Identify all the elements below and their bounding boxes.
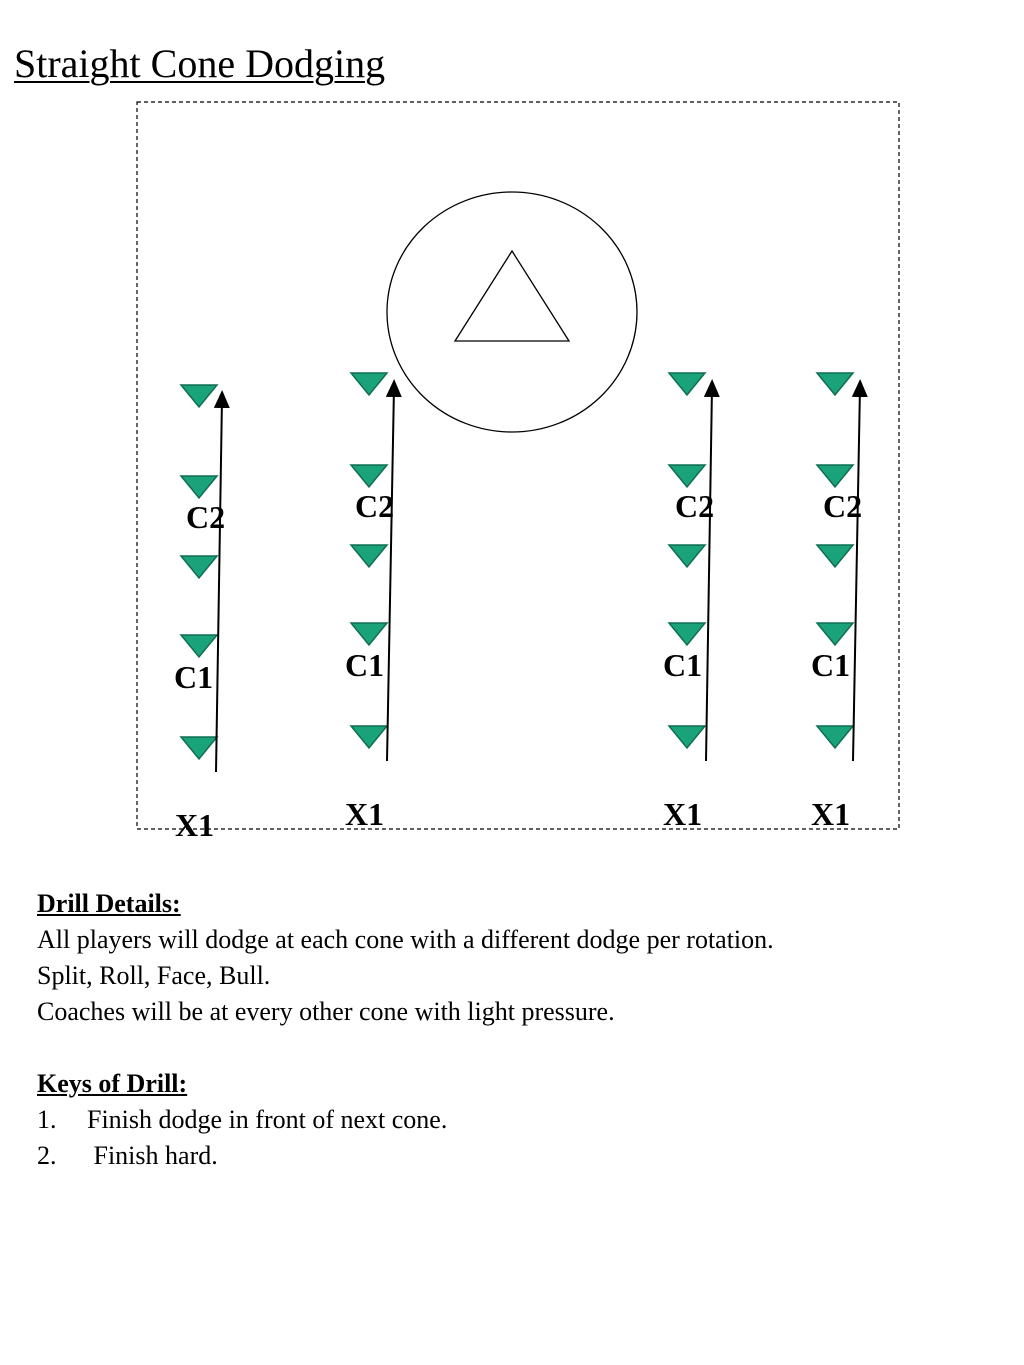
cone-icon	[669, 465, 705, 487]
goal-triangle-icon	[455, 251, 569, 341]
cone-icon	[817, 545, 853, 567]
keys-item-text: Finish hard.	[87, 1141, 218, 1170]
cone-icon	[817, 623, 853, 645]
coach-2-label: C2	[355, 488, 395, 524]
keys-item	[37, 1102, 997, 1138]
cone-icon	[817, 726, 853, 748]
dodge-path-arrow	[216, 398, 222, 772]
drill-details	[37, 886, 997, 1174]
cone-icon	[181, 737, 217, 759]
coach-1-label: C1	[174, 659, 214, 695]
cone-icon	[181, 556, 217, 578]
coach-2-label: C2	[823, 488, 863, 524]
lanes	[174, 373, 862, 843]
drill-details-line: Split, Roll, Face, Bull.	[37, 961, 271, 990]
cone-icon	[669, 545, 705, 567]
page-title: Straight Cone Dodging	[14, 41, 386, 86]
cone-icon	[817, 373, 853, 395]
cone-icon	[181, 476, 217, 498]
cone-icon	[669, 623, 705, 645]
keys-item-number: 2.	[37, 1141, 57, 1170]
goal-crease-icon	[387, 192, 637, 432]
lane-3	[663, 373, 714, 832]
keys-item-number: 1.	[37, 1105, 57, 1134]
lane-2	[345, 373, 394, 832]
cone-icon	[817, 465, 853, 487]
dodge-path-arrow	[853, 387, 860, 761]
field-boundary	[137, 102, 899, 829]
coach-1-label: C1	[345, 647, 385, 683]
cone-icon	[669, 373, 705, 395]
player-label: X1	[175, 807, 215, 843]
coach-2-label: C2	[186, 499, 226, 535]
coach-1-label: C1	[663, 647, 703, 683]
keys-item	[37, 1138, 997, 1174]
keys-item-text: Finish dodge in front of next cone.	[87, 1105, 448, 1134]
dodge-path-arrow	[706, 387, 712, 761]
cone-icon	[351, 623, 387, 645]
cone-icon	[181, 635, 217, 657]
drill-details-line: All players will dodge at each cone with a different dodge per rotation.	[37, 925, 774, 954]
cone-icon	[669, 726, 705, 748]
coach-2-label: C2	[675, 488, 715, 524]
player-label: X1	[663, 796, 703, 832]
keys-heading: Keys of Drill:	[37, 1069, 188, 1098]
drill-details-heading: Drill Details:	[37, 889, 181, 918]
dodge-path-arrow	[387, 387, 394, 761]
coach-1-label: C1	[811, 647, 851, 683]
cone-icon	[351, 545, 387, 567]
drill-details-line: Coaches will be at every other cone with light pressure.	[37, 997, 615, 1026]
cone-icon	[351, 373, 387, 395]
cone-icon	[351, 726, 387, 748]
spacer	[37, 1030, 997, 1066]
lane-1	[174, 385, 225, 843]
cone-icon	[181, 385, 217, 407]
keys-list	[37, 1102, 997, 1174]
player-label: X1	[811, 796, 851, 832]
player-label: X1	[345, 796, 385, 832]
cone-icon	[351, 465, 387, 487]
lane-4	[811, 373, 862, 832]
